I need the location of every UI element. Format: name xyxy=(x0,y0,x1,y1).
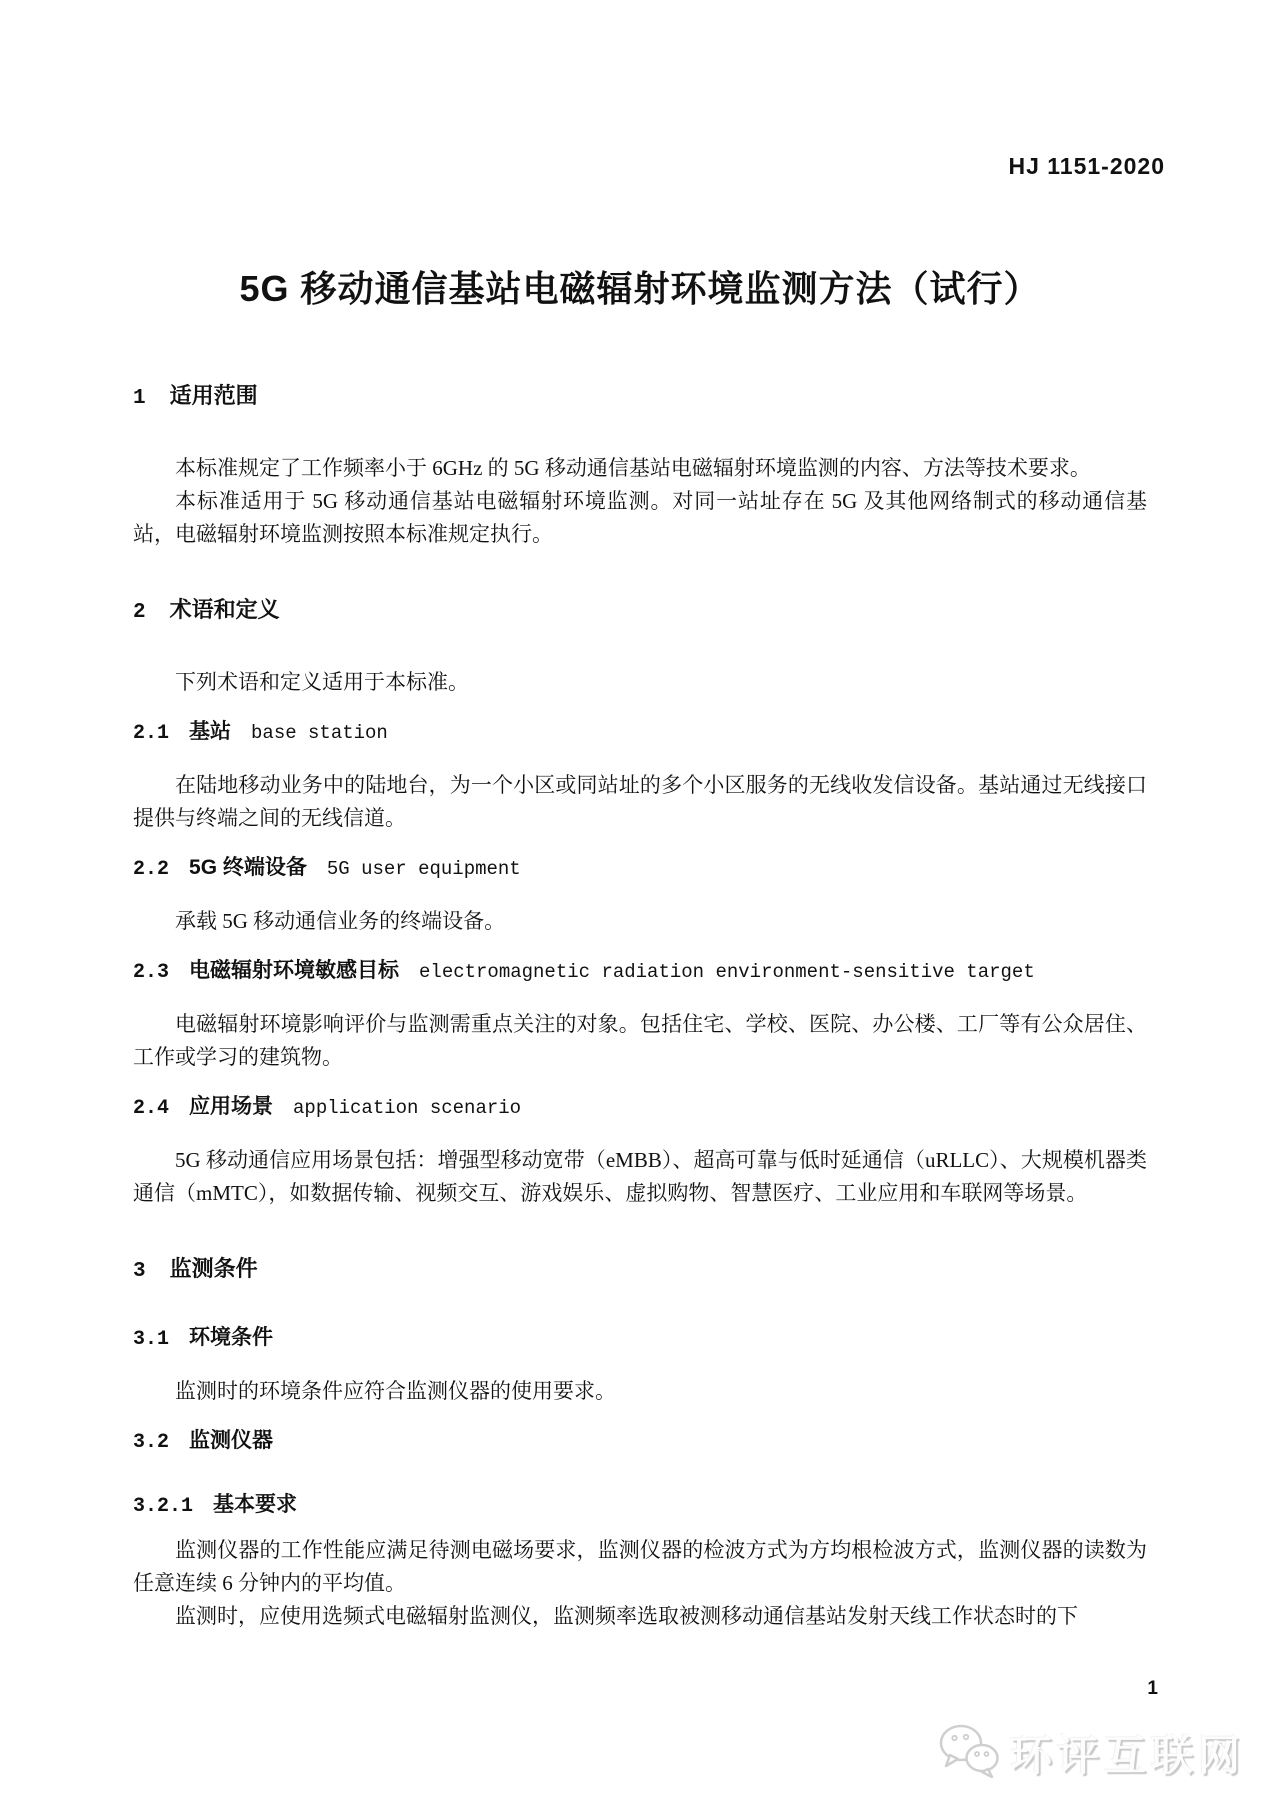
term-definition-2-1: 在陆地移动业务中的陆地台，为一个小区或同站址的多个小区服务的无线收发信设备。基站通过无线接口提供与终端之间的无线信道。 xyxy=(133,773,1147,830)
term-number: 2.3 xyxy=(133,961,170,984)
term-heading-2-4 xyxy=(133,1094,1147,1122)
term-en: electromagnetic radiation environment-sensitive target xyxy=(419,961,1035,983)
paragraph-3-2-1-b: 监测时，应使用选频式电磁辐射监测仪，监测频率选取被测移动通信基站发射天线工作状态时的下 xyxy=(175,1604,1078,1628)
subsection-number: 3.2 xyxy=(133,1431,170,1454)
subsection-heading-3-2 xyxy=(133,1428,1147,1456)
term-heading-2-1 xyxy=(133,719,1147,747)
paragraph-3-1: 监测时的环境条件应符合监测仪器的使用要求。 xyxy=(175,1379,616,1403)
term-zh: 基站 xyxy=(189,720,232,743)
term-zh: 电磁辐射环境敏感目标 xyxy=(189,959,400,982)
paragraph-terms-intro: 下列术语和定义适用于本标准。 xyxy=(175,670,469,694)
term-en: 5G user equipment xyxy=(326,858,521,880)
term-number: 2.1 xyxy=(133,722,170,745)
watermark-text: 环评互联网 xyxy=(1009,1731,1245,1779)
paragraph-scope-1: 本标准规定了工作频率小于 6GHz 的 5G 移动通信基站电磁辐射环境监测的内容、方法等技术要求。 xyxy=(175,456,1091,480)
term-heading-2-2 xyxy=(133,855,1147,883)
section-number: 2 xyxy=(133,601,146,624)
term-number: 2.2 xyxy=(133,858,170,881)
page-number: 1 xyxy=(1147,1678,1158,1699)
section-heading-3 xyxy=(133,1256,1147,1285)
term-number: 2.4 xyxy=(133,1097,170,1120)
term-zh: 5G 终端设备 xyxy=(189,856,307,879)
paragraph-3-2-1-a: 监测仪器的工作性能应满足待测电磁场要求，监测仪器的检波方式为方均根检波方式，监测仪器的读数为任意连续 6 分钟内的平均值。 xyxy=(133,1538,1147,1595)
section-number: 3 xyxy=(133,1260,146,1283)
section-heading-1 xyxy=(133,383,1147,412)
paragraph-scope-2: 本标准适用于 5G 移动通信基站电磁辐射环境监测。对同一站址存在 5G 及其他网络制式的移动通信基站，电磁辐射环境监测按照本标准规定执行。 xyxy=(133,489,1147,546)
section-heading-2 xyxy=(133,597,1147,626)
term-en: base station xyxy=(251,722,388,744)
section-title: 术语和定义 xyxy=(169,597,280,622)
subsection-number: 3.1 xyxy=(133,1328,170,1351)
section-title: 监测条件 xyxy=(169,1256,258,1281)
section-title: 适用范围 xyxy=(169,383,258,408)
page-title: 5G 移动通信基站电磁辐射环境监测方法（试行） xyxy=(239,268,1041,309)
term-definition-2-3: 电磁辐射环境影响评价与监测需重点关注的对象。包括住宅、学校、医院、办公楼、工厂等有公众居住、工作或学习的建筑物。 xyxy=(133,1012,1147,1069)
term-definition-2-4: 5G 移动通信应用场景包括：增强型移动宽带（eMBB）、超高可靠与低时延通信（uRLLC）、大规模机器类通信（mMTC），如数据传输、视频交互、游戏娱乐、虚拟购物、智慧医疗、工业应用和车联网等场景。 xyxy=(133,1148,1147,1205)
subsection-heading-3-1 xyxy=(133,1325,1147,1353)
subsection-title: 监测仪器 xyxy=(189,1429,274,1452)
section-number: 1 xyxy=(133,387,146,410)
subsection-title: 基本要求 xyxy=(213,1493,298,1516)
term-zh: 应用场景 xyxy=(189,1095,274,1118)
term-en: application scenario xyxy=(293,1097,522,1119)
term-heading-2-3 xyxy=(133,958,1147,986)
doc-number: HJ 1151-2020 xyxy=(1008,153,1165,179)
subsection-heading-3-2-1 xyxy=(133,1492,1147,1520)
subsection-title: 环境条件 xyxy=(189,1326,274,1349)
watermark xyxy=(938,1722,1245,1783)
subsection-number: 3.2.1 xyxy=(133,1495,194,1518)
wechat-icon xyxy=(938,1722,1000,1783)
term-definition-2-2: 承载 5G 移动通信业务的终端设备。 xyxy=(175,909,506,933)
